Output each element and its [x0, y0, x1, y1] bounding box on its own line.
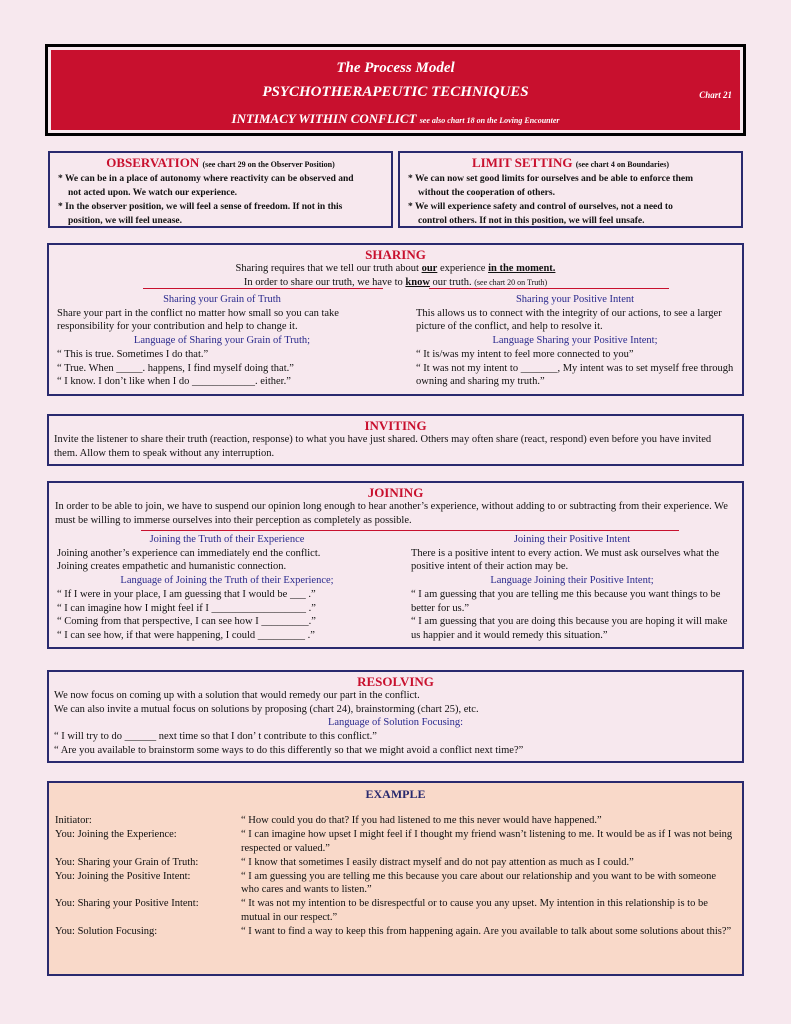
- sharing-intro-emph: our: [421, 263, 438, 274]
- joining-left-quote: “ I can imagine how I might feel if I __________________ .”: [57, 602, 316, 614]
- joining-left-text: Joining creates empathetic and humanistic connection.: [57, 561, 287, 573]
- example-row: [55, 897, 736, 925]
- sharing-divider-left: [143, 288, 383, 289]
- observation-box: [48, 151, 393, 228]
- observation-item: * In the observer position, we will feel a sense of freedom. If not in this: [58, 202, 343, 212]
- example-row: [55, 925, 736, 939]
- resolving-quote: “ I will try to do ______ next time so that I don’ t contribute to this conflict.”: [54, 731, 377, 743]
- sharing-intro-note: (see chart 20 on Truth): [474, 277, 548, 287]
- example-title: EXAMPLE: [365, 787, 426, 801]
- joining-left-language: Language of Joining the Truth of their Experience;: [120, 575, 334, 587]
- sharing-intro-text: our truth.: [429, 276, 472, 288]
- joining-right-column: [411, 533, 733, 643]
- joining-left-quote: “ I can see how, if that were happening, I could _________ .”: [57, 629, 315, 641]
- observation-item: not acted upon. We watch our experience.: [68, 188, 238, 198]
- joining-right-quote: “ I am guessing that you are doing this because you are hoping it will make us happier and it would remedy this situation.”: [411, 616, 728, 641]
- observation-item: * We can be in a place of autonomy where reactivity can be observed and: [58, 174, 354, 184]
- example-row: [55, 856, 736, 870]
- example-speaker: You: Solution Focusing:: [55, 926, 158, 938]
- topic-text: INTIMACY WITHIN CONFLICT: [231, 111, 417, 126]
- header-frame: [45, 44, 746, 136]
- example-quote: “ I want to find a way to keep this from happening again. Are you available to talk about some solutions about this?”: [241, 926, 732, 938]
- example-quote: “ I know that sometimes I easily distract myself and do not pay attention as much as I could.”: [241, 856, 634, 868]
- sharing-left-quote: “ True. When _____. happens, I find myself doing that.”: [57, 362, 294, 374]
- sharing-left-column: [57, 293, 387, 389]
- resolving-text: We now focus on coming up with a solution that would remedy our part in the conflict.: [54, 690, 420, 701]
- resolving-text: We can also invite a mutual focus on solutions by proposing (chart 24), brainstorming (chart 25), etc.: [54, 703, 479, 715]
- joining-divider: [141, 530, 679, 531]
- sharing-title: SHARING: [365, 247, 426, 262]
- sharing-right-quote: “ It is/was my intent to feel more connected to you”: [416, 348, 634, 360]
- example-speaker: You: Joining the Positive Intent:: [55, 870, 191, 882]
- limit-setting-list: [408, 172, 733, 228]
- inviting-box: [47, 414, 744, 466]
- limit-setting-title: [408, 155, 733, 172]
- limit-setting-note: (see chart 4 on Boundaries): [575, 160, 670, 169]
- header-subtitle: PSYCHOTHERAPEUTIC TECHNIQUES: [262, 84, 529, 100]
- joining-right-text: There is a positive intent to every action. We must ask ourselves what the positive intent of their action may be.: [411, 547, 720, 573]
- sharing-intro-1: [57, 262, 734, 276]
- inviting-title: INVITING: [364, 418, 427, 433]
- sharing-intro-text: experience: [437, 263, 489, 274]
- example-box: [47, 781, 744, 976]
- limit-item: * We can now set good limits for ourselves and be able to enforce them: [408, 174, 693, 184]
- limit-setting-heading: LIMIT SETTING: [471, 155, 573, 170]
- observation-list: [58, 172, 383, 228]
- example-quote: “ It was not my intention to be disrespectful or to cause you any upset. My intention in this relationship is to be mutual in our respect.”: [241, 898, 708, 924]
- joining-left-text: Joining another’s experience can immediately end the conflict.: [57, 547, 321, 559]
- example-speaker: You: Joining the Experience:: [55, 828, 177, 840]
- topic-note: see also chart 18 on the Loving Encounter: [419, 116, 560, 125]
- joining-right-heading: Joining their Positive Intent: [513, 534, 631, 545]
- example-quote: “ I can imagine how upset I might feel if I thought my friend wasn’t listening to me. It would be as if I was not being respected or valued.”: [241, 828, 733, 854]
- example-quote: “ I am guessing you are telling me this because you care about our relationship and you want to be with someone who cares and wants to listen.”: [241, 870, 716, 896]
- example-row: [55, 828, 736, 856]
- sharing-intro-text: Sharing requires that we tell our truth about: [235, 263, 422, 274]
- sharing-left-quote: “ This is true. Sometimes I do that.”: [57, 348, 209, 360]
- observation-title: [58, 155, 383, 172]
- joining-box: [47, 481, 744, 649]
- resolving-quote: “ Are you available to brainstorm some ways to do this differently so that we might avoid a conflict next time?”: [54, 744, 524, 756]
- example-row: [55, 814, 736, 828]
- sharing-intro-emph: know: [405, 276, 430, 288]
- joining-left-heading: Joining the Truth of their Experience: [149, 534, 305, 545]
- sharing-box: [47, 243, 744, 396]
- sharing-left-text: Share your part in the conflict no matter how small so you can take responsibility for your contribution and help to change it.: [57, 307, 339, 333]
- limit-setting-box: [398, 151, 743, 228]
- joining-text: In order to be able to join, we have to suspend our opinion long enough to hear another’s experience, without adding to or subtracting from their experience. We must be willing to immerse ourselves into their perception as completely as possible.: [55, 501, 728, 526]
- joining-left-column: [57, 533, 397, 643]
- example-quote: “ How could you do that? If you had listened to me this never would have happened.”: [241, 814, 602, 826]
- example-speaker: Initiator:: [55, 814, 92, 826]
- sharing-divider-right: [429, 288, 669, 289]
- sharing-right-text: This allows us to connect with the integrity of our actions, to see a larger picture of the conflict, and help to resolve it.: [416, 307, 722, 333]
- sharing-right-heading: Sharing your Positive Intent: [515, 294, 635, 305]
- chart-number: Chart 21: [699, 90, 732, 100]
- inviting-text: Invite the listener to share their truth (reaction, response) to what you have just shared. Others may often share (react, respond) even before you have invited them. Allow them to speak without any interruption.: [54, 434, 712, 459]
- joining-left-quote: “ If I were in your place, I am guessing that I would be ___ .”: [57, 588, 316, 600]
- limit-item: * We will experience safety and control of ourselves, not a need to: [408, 202, 673, 212]
- observation-note: (see chart 29 on the Observer Position): [202, 160, 335, 169]
- sharing-left-heading: Sharing your Grain of Truth: [163, 294, 281, 305]
- observation-item: position, we will feel unease.: [68, 216, 182, 226]
- sharing-intro-emph: in the moment.: [488, 263, 556, 274]
- sharing-intro-text: In order to share our truth, we have to: [243, 276, 406, 288]
- joining-title: JOINING: [367, 485, 424, 500]
- sharing-right-language: Language Sharing your Positive Intent;: [492, 335, 658, 347]
- sharing-left-language: Language of Sharing your Grain of Truth;: [133, 335, 311, 347]
- header-banner: [51, 50, 740, 130]
- header-topic: [51, 111, 740, 127]
- resolving-language: Language of Solution Focusing:: [327, 717, 464, 729]
- observation-heading: OBSERVATION: [106, 155, 200, 170]
- example-speaker: You: Sharing your Grain of Truth:: [55, 856, 199, 868]
- limit-item: without the cooperation of others.: [418, 188, 555, 198]
- resolving-title: RESOLVING: [357, 674, 434, 689]
- resolving-box: [47, 670, 744, 763]
- limit-item: control others. If not in this position, we will feel unsafe.: [418, 216, 645, 226]
- joining-right-language: Language Joining their Positive Intent;: [490, 575, 654, 587]
- header-title: The Process Model: [336, 60, 455, 76]
- example-speaker: You: Sharing your Positive Intent:: [55, 898, 199, 910]
- example-row: [55, 870, 736, 898]
- sharing-left-quote: “ I know. I don’t like when I do ____________. either.”: [57, 376, 291, 388]
- joining-left-quote: “ Coming from that perspective, I can see how I _________.”: [57, 616, 316, 628]
- sharing-right-column: [416, 293, 734, 389]
- sharing-right-quote: “ It was not my intent to _______, My intent was to set myself free through owning and sharing my truth.”: [416, 362, 734, 388]
- joining-right-quote: “ I am guessing that you are telling me this because you want things to be better for us.”: [411, 588, 721, 614]
